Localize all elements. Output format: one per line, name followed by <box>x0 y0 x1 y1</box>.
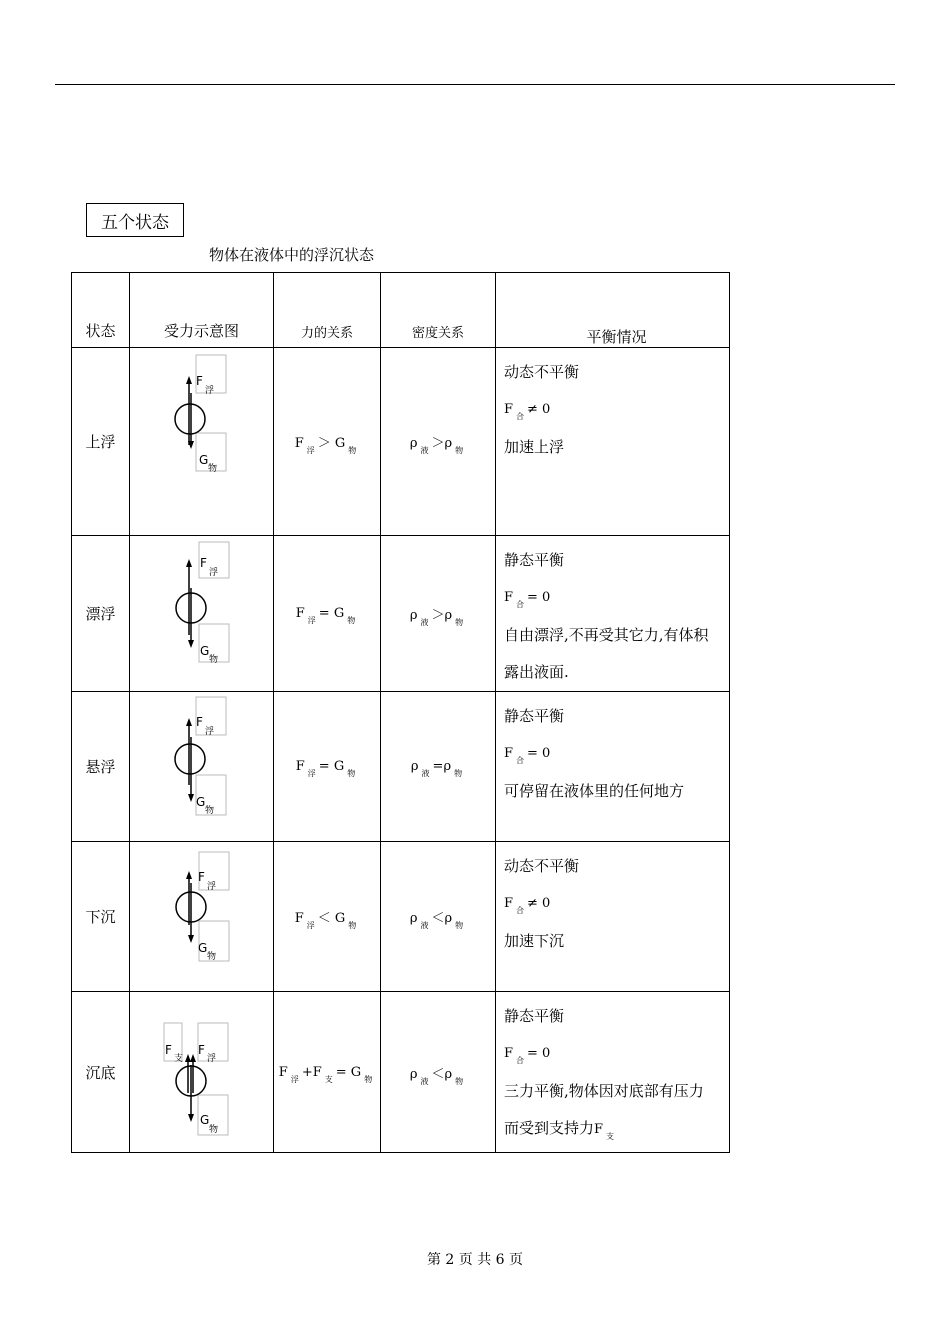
state-cell: 漂浮 <box>72 536 130 692</box>
state-cell: 下沉 <box>72 842 130 992</box>
diagram-cell <box>130 348 274 536</box>
force-b: G <box>334 911 346 926</box>
arrow-head-down <box>188 794 194 802</box>
header-rule <box>55 84 895 85</box>
force-op: = <box>318 759 330 774</box>
state-cell: 沉底 <box>72 992 130 1153</box>
gravity-sub: 物 <box>207 463 217 474</box>
buoyancy-label: F <box>199 555 207 570</box>
table-row <box>72 992 730 1153</box>
header-diagram: 受力示意图 <box>130 273 274 348</box>
density-a-sub: 液 <box>420 618 429 627</box>
gravity-label: G <box>197 940 207 955</box>
density-op: ＜ <box>431 911 445 926</box>
density-b: ρ <box>444 1066 453 1082</box>
table-caption: 物体在液体中的浮沉状态 <box>209 246 375 264</box>
object-circle <box>175 744 205 774</box>
density-a-sub: 液 <box>421 769 430 778</box>
force-op: = <box>335 1064 347 1080</box>
balance-desc: 加速下沉 <box>504 932 565 950</box>
object-circle <box>175 404 205 434</box>
force-plus-sub: 支 <box>324 1074 333 1084</box>
buoyancy-sub: 浮 <box>206 881 216 892</box>
density-relation <box>381 348 496 536</box>
net-force-f: F <box>504 590 514 605</box>
balance-cell <box>496 692 730 842</box>
arrow-head-down <box>188 1114 194 1122</box>
buoyancy-sub: 浮 <box>206 1053 216 1064</box>
diagram-cell <box>130 842 274 992</box>
header-density: 密度关系 <box>381 273 496 348</box>
table-row <box>72 842 730 992</box>
force-relation <box>274 692 381 842</box>
arrow-head-up <box>186 376 192 384</box>
arrow-head-down <box>188 640 194 648</box>
balance-cell <box>496 842 730 992</box>
net-force-rel: = 0 <box>527 746 551 761</box>
force-b-sub: 物 <box>348 446 357 455</box>
force-a: F <box>295 759 305 774</box>
balance-cell <box>496 536 730 692</box>
force-diagram <box>132 540 272 688</box>
force-a-sub: 浮 <box>290 1074 299 1084</box>
force-b: G <box>333 759 345 774</box>
balance-title: 动态不平衡 <box>504 857 580 875</box>
net-force <box>504 885 729 923</box>
balance-cell <box>496 992 730 1153</box>
force-a-sub: 浮 <box>307 769 316 778</box>
density-relation <box>381 842 496 992</box>
density-a: ρ <box>409 608 418 623</box>
header-state: 状态 <box>72 273 130 348</box>
section-title: 五个状态 <box>86 203 184 237</box>
gravity-label: G <box>195 794 205 809</box>
support-label: F <box>164 1042 172 1057</box>
density-op: ＞ <box>431 436 445 451</box>
density-b-sub: 物 <box>454 769 463 778</box>
buoyancy-sub: 浮 <box>208 567 218 578</box>
density-relation <box>381 536 496 692</box>
arrow-head-up <box>185 1054 191 1062</box>
net-force <box>504 391 729 429</box>
density-b-sub: 物 <box>455 446 464 455</box>
force-a-sub: 浮 <box>307 616 316 625</box>
force-b: G <box>350 1064 362 1080</box>
buoyancy-sub: 浮 <box>204 385 214 396</box>
balance-desc-tail-sub: 支 <box>606 1132 615 1141</box>
arrow-head-up <box>186 718 192 726</box>
float-sink-table <box>71 272 730 1153</box>
net-force-f: F <box>504 746 514 761</box>
table-row <box>72 692 730 842</box>
net-force-rel: ≠ 0 <box>527 402 551 417</box>
density-op: = <box>432 759 444 774</box>
diagram-cell <box>130 992 274 1153</box>
density-b-sub: 物 <box>455 921 464 930</box>
force-b-sub: 物 <box>347 616 356 625</box>
header-force: 力的关系 <box>274 273 381 348</box>
force-relation <box>274 992 381 1153</box>
page-number: 第 2 页 共 6 页 <box>426 1252 524 1268</box>
force-relation <box>274 536 381 692</box>
buoyancy-sub: 浮 <box>204 726 214 737</box>
force-a: F <box>295 606 305 621</box>
balance-desc-tail: F <box>594 1122 604 1137</box>
buoyancy-label: F <box>197 869 205 884</box>
net-force-f: F <box>504 896 514 911</box>
force-diagram <box>132 843 272 991</box>
balance-title: 静态平衡 <box>504 707 565 725</box>
density-op: ＞ <box>431 608 445 623</box>
net-force-rel: = 0 <box>527 1046 551 1061</box>
balance-title: 静态平衡 <box>504 551 565 569</box>
density-relation <box>381 992 496 1153</box>
density-relation <box>381 692 496 842</box>
density-b: ρ <box>444 911 453 926</box>
net-force-rel: ≠ 0 <box>527 896 551 911</box>
force-b-sub: 物 <box>348 921 357 930</box>
density-a-sub: 液 <box>420 446 429 455</box>
diagram-cell <box>130 692 274 842</box>
net-force-sub: 合 <box>516 906 525 915</box>
force-diagram <box>132 693 272 841</box>
buoyancy-label: F <box>197 1042 205 1057</box>
net-force-f: F <box>504 402 514 417</box>
balance-desc: 自由漂浮,不再受其它力,有体积露出液面. <box>504 626 709 681</box>
net-force-f: F <box>504 1046 514 1061</box>
balance-desc: 加速上浮 <box>504 438 565 456</box>
density-b: ρ <box>444 436 453 451</box>
force-op: ＞ <box>317 436 331 451</box>
force-b: G <box>334 436 346 451</box>
balance-cell <box>496 348 730 536</box>
net-force-sub: 合 <box>516 600 525 609</box>
balance-desc-text: 三力平衡,物体因对底部有压力而受到支持力 <box>504 1082 704 1137</box>
net-force-rel: = 0 <box>527 590 551 605</box>
state-cell: 上浮 <box>72 348 130 536</box>
force-relation <box>274 348 381 536</box>
arrow-head-up <box>186 871 192 879</box>
density-a-sub: 液 <box>420 921 429 930</box>
force-b-sub: 物 <box>364 1074 373 1084</box>
balance-desc <box>504 1073 716 1149</box>
force-diagram <box>132 349 272 535</box>
state-cell: 悬浮 <box>72 692 130 842</box>
density-b-sub: 物 <box>455 1076 464 1086</box>
net-force-sub: 合 <box>516 412 525 421</box>
force-a: F <box>294 436 304 451</box>
table-row <box>72 536 730 692</box>
gravity-sub: 物 <box>206 951 216 962</box>
density-a: ρ <box>409 1066 418 1082</box>
gravity-label: G <box>199 643 209 658</box>
gravity-sub: 物 <box>204 805 214 816</box>
density-b: ρ <box>443 759 452 774</box>
buoyancy-label: F <box>195 373 203 388</box>
arrow-head-down <box>188 935 194 943</box>
arrow-head-up <box>186 559 192 567</box>
balance-title: 静态平衡 <box>504 1007 565 1025</box>
table-header-row <box>72 273 730 348</box>
header-balance: 平衡情况 <box>496 273 730 348</box>
net-force <box>504 735 729 773</box>
density-b-sub: 物 <box>455 618 464 627</box>
force-a-sub: 浮 <box>306 446 315 455</box>
balance-title: 动态不平衡 <box>504 363 580 381</box>
balance-desc: 可停留在液体里的任何地方 <box>504 782 685 800</box>
density-a: ρ <box>410 759 419 774</box>
density-a: ρ <box>409 911 418 926</box>
density-a: ρ <box>409 436 418 451</box>
force-diagram <box>132 993 272 1152</box>
net-force-sub: 合 <box>516 1056 525 1065</box>
diagram-cell <box>130 536 274 692</box>
gravity-sub: 物 <box>208 654 218 665</box>
net-force <box>504 579 729 617</box>
net-force-sub: 合 <box>516 756 525 765</box>
density-a-sub: 液 <box>420 1076 429 1086</box>
force-a: F <box>294 911 304 926</box>
gravity-label: G <box>199 1112 209 1127</box>
force-b-sub: 物 <box>347 769 356 778</box>
force-relation <box>274 842 381 992</box>
force-op: ＜ <box>317 911 331 926</box>
force-a: F <box>278 1064 288 1080</box>
gravity-label: G <box>198 452 208 467</box>
buoyancy-label: F <box>195 714 203 729</box>
net-force <box>504 1035 729 1073</box>
force-op: = <box>318 606 330 621</box>
gravity-sub: 物 <box>208 1124 218 1135</box>
arrow-head-up <box>190 1054 196 1062</box>
support-sub: 支 <box>173 1053 183 1064</box>
force-plus: +F <box>301 1064 322 1080</box>
force-b: G <box>333 606 345 621</box>
force-a-sub: 浮 <box>306 921 315 930</box>
table-row <box>72 348 730 536</box>
density-b: ρ <box>444 608 453 623</box>
density-op: ＜ <box>431 1066 445 1082</box>
